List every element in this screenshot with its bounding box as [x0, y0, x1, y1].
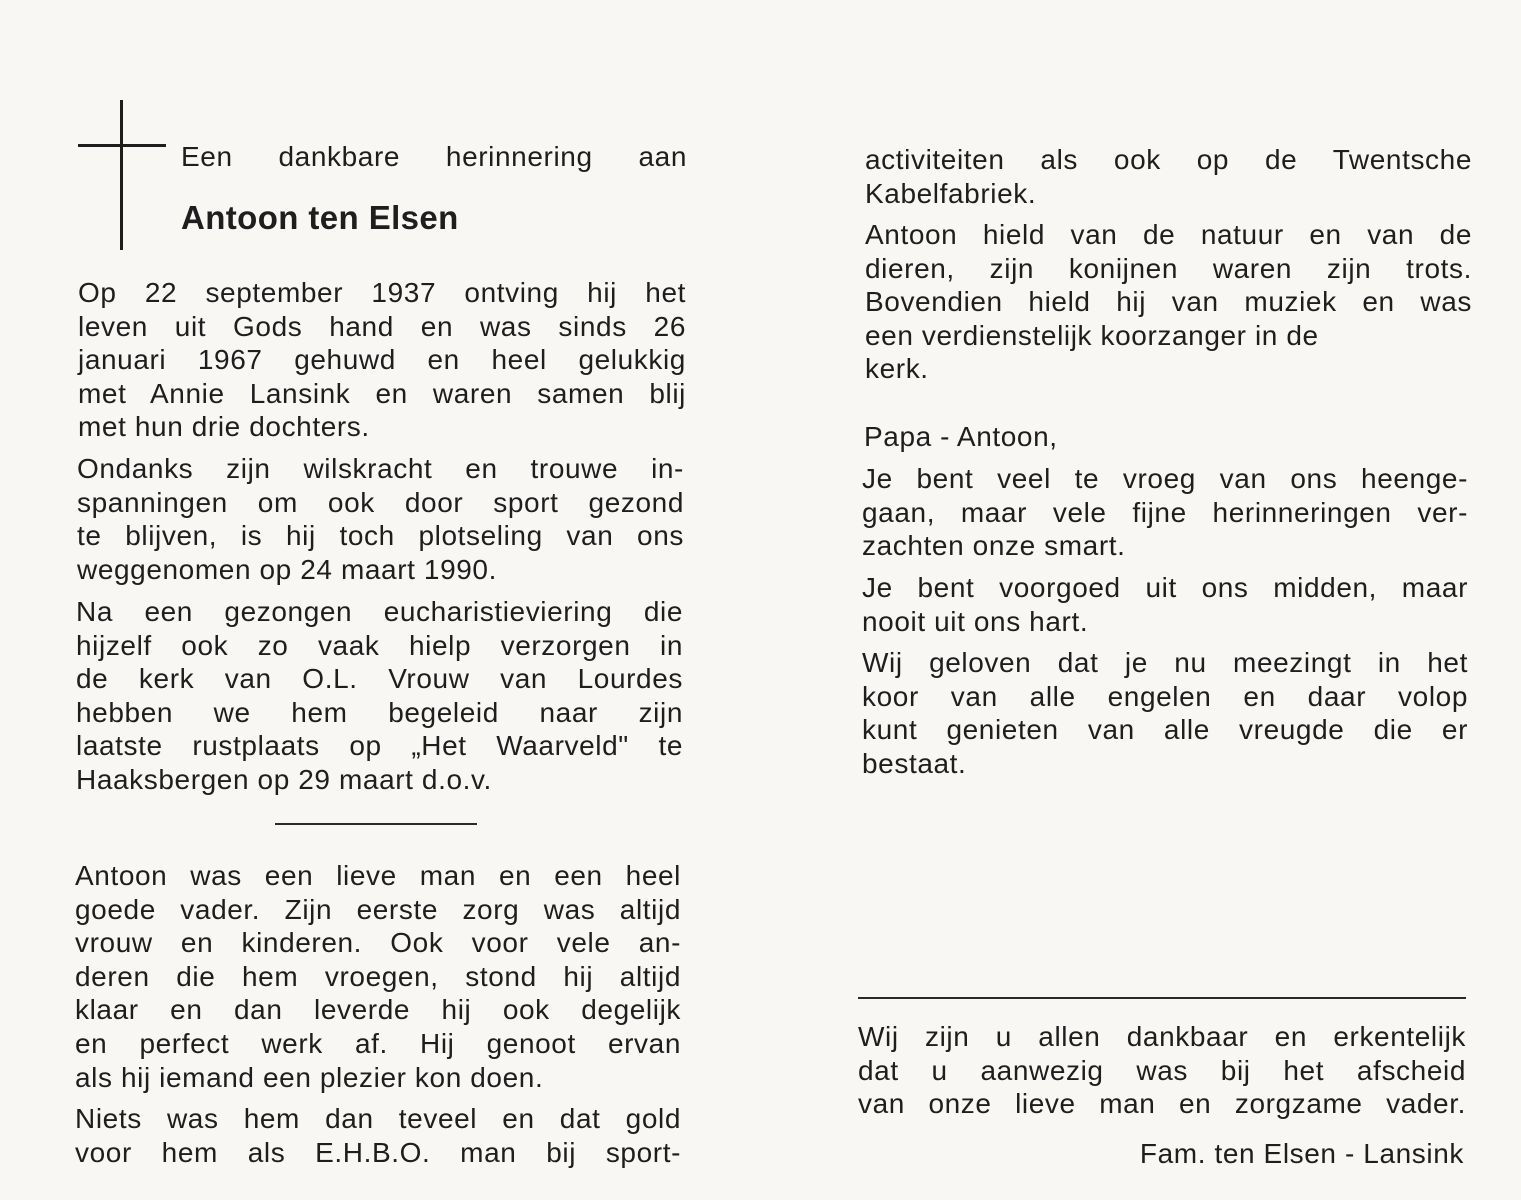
- text-line: met hun drie dochters.: [78, 411, 370, 443]
- text-line: kunt genieten van alle vreugde die er: [862, 714, 1468, 746]
- text-line: Antoon hield van de natuur en van de: [865, 219, 1472, 250]
- text-line: te blijven, is hij toch plotseling van ons: [77, 520, 684, 552]
- divider: [858, 997, 1466, 999]
- text-line: activiteiten als ook op de Twentsche: [865, 144, 1472, 175]
- card-intro: Een dankbare herinnering aan: [181, 141, 687, 172]
- family-signature: Fam. ten Elsen - Lansink: [1139, 1138, 1464, 1169]
- text-line: laatste rustplaats op „Het Waarveld" te: [76, 730, 683, 762]
- text-line: Wij geloven dat je nu meezingt in het: [862, 647, 1468, 678]
- right-paragraph-6: [858, 1020, 1466, 1121]
- text-line: met Annie Lansink en waren samen blij: [78, 377, 686, 409]
- text-line: Antoon was een lieve man en een heel: [75, 860, 681, 891]
- text-line: en perfect werk af. Hij genoot ervan: [75, 1027, 681, 1059]
- text-line: Niets was hem dan teveel en dat gold: [75, 1103, 681, 1134]
- text-line: Bovendien hield hij van muziek en was: [865, 286, 1472, 318]
- text-line: als hij iemand een plezier kon doen.: [75, 1061, 544, 1093]
- text-line: een verdienstelijk koorzanger in de: [865, 319, 1319, 351]
- text-line: Wij zijn u allen dankbaar en erkentelijk: [858, 1021, 1466, 1052]
- deceased-name: Antoon ten Elsen: [181, 199, 459, 236]
- text-line: dat u aanwezig was bij het afscheid: [858, 1054, 1466, 1086]
- text-line: kerk.: [865, 353, 929, 385]
- right-paragraph-2: [865, 218, 1472, 386]
- text-line: dieren, zijn konijnen waren zijn trots.: [865, 252, 1472, 284]
- text-line: nooit uit ons hart.: [862, 605, 1089, 637]
- text-line: Papa - Antoon,: [864, 421, 1058, 452]
- right-paragraph-4: [862, 571, 1468, 638]
- salutation: [864, 420, 1164, 454]
- right-paragraph-3: [862, 462, 1468, 563]
- text-line: voor hem als E.H.B.O. man bij sport-: [75, 1136, 681, 1168]
- left-paragraph-2: [77, 452, 684, 586]
- left-paragraph-1: [78, 276, 686, 444]
- right-paragraph-1: [865, 143, 1472, 210]
- text-line: leven uit Gods hand en was sinds 26: [78, 310, 686, 342]
- text-line: bestaat.: [862, 747, 967, 779]
- text-line: Je bent voorgoed uit ons midden, maar: [862, 572, 1468, 603]
- text-line: klaar en dan leverde hij ook degelijk: [75, 994, 681, 1026]
- text-line: hijzelf ook zo vaak hielp verzorgen in: [76, 629, 683, 661]
- text-line: hebben we hem begeleid naar zijn: [76, 696, 683, 728]
- text-line: zachten onze smart.: [862, 530, 1126, 562]
- text-line: goede vader. Zijn eerste zorg was altijd: [75, 893, 681, 925]
- text-line: weggenomen op 24 maart 1990.: [77, 553, 497, 585]
- right-paragraph-5: [862, 646, 1468, 780]
- text-line: Na een gezongen eucharistieviering die: [76, 596, 683, 627]
- text-line: deren die hem vroegen, stond hij altijd: [75, 960, 681, 992]
- text-line: Op 22 september 1937 ontving hij het: [78, 277, 686, 308]
- text-line: gaan, maar vele fijne herinneringen ver-: [862, 496, 1468, 528]
- text-line: van onze lieve man en zorgzame vader.: [858, 1088, 1466, 1120]
- left-paragraph-4: [75, 859, 681, 1094]
- text-line: Haaksbergen op 29 maart d.o.v.: [76, 763, 492, 795]
- text-line: Kabelfabriek.: [865, 177, 1037, 209]
- text-line: koor van alle engelen en daar volop: [862, 680, 1468, 712]
- text-line: de kerk van O.L. Vrouw van Lourdes: [76, 663, 683, 695]
- left-paragraph-3: [76, 595, 683, 797]
- left-paragraph-5: [75, 1102, 681, 1169]
- divider: [275, 823, 477, 825]
- cross-icon: [78, 100, 166, 250]
- text-line: vrouw en kinderen. Ook voor vele an-: [75, 927, 681, 959]
- text-line: Ondanks zijn wilskracht en trouwe in-: [77, 453, 684, 484]
- text-line: Je bent veel te vroeg van ons heenge-: [862, 463, 1468, 494]
- text-line: januari 1967 gehuwd en heel gelukkig: [78, 344, 686, 376]
- text-line: spanningen om ook door sport gezond: [77, 486, 684, 518]
